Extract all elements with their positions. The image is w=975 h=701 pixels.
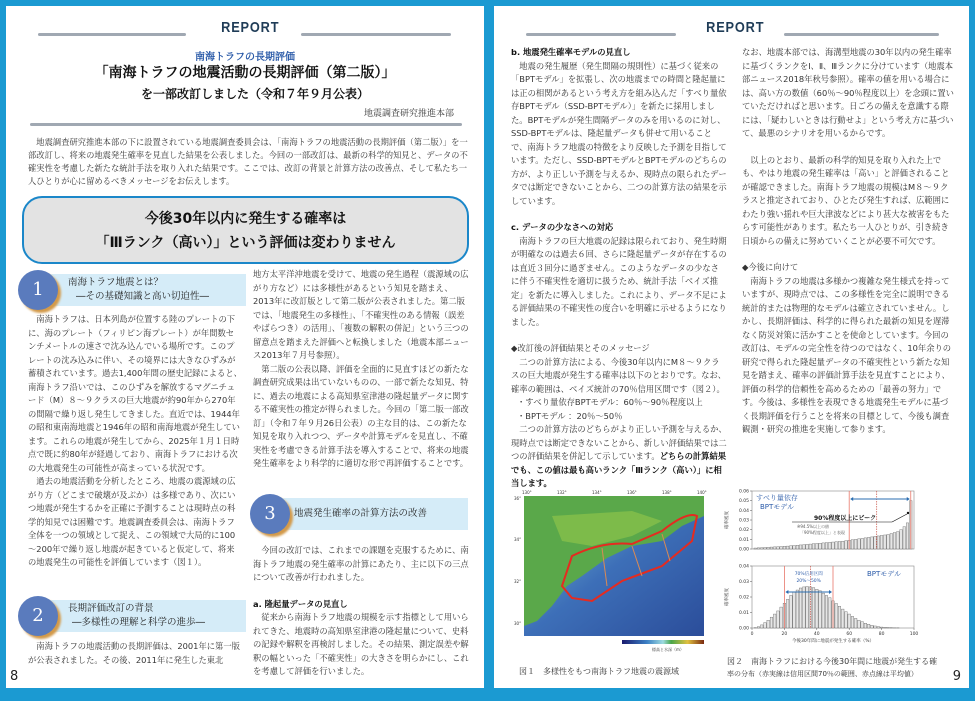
histogram-bar [764,623,767,628]
histogram-bar [854,618,857,628]
right-page-column-1 [511,46,727,491]
lat-tick: 34° [514,537,522,542]
histogram-bar [793,546,796,549]
histogram-bar [770,547,773,549]
histogram-bar [806,544,809,549]
results-text: 二つの計算方法のどちらがより正しい予測を与えるか、現時点では断定できないことから、新しい評価結果では二つの評価結果を併記して示しています。 [511,424,727,461]
histogram-bar [812,588,815,628]
section-3-body [253,544,469,679]
section-2-number: 2 [18,596,58,636]
histogram-bar [767,547,770,549]
histogram-bar [793,592,796,628]
y-tick-label: 0.01 [738,537,749,543]
y-tick-label: 0.00 [738,626,749,632]
histogram-bar [773,547,776,549]
histogram-bar [867,624,870,628]
colorbar-label: 標高と水深（m） [652,647,684,652]
result-bullet-ssd-bpt: ・すべり量依存BPTモデル：60％～90％程度以上 [517,397,703,407]
spacer [511,329,727,342]
spacer [742,248,954,261]
histogram-bar [760,625,763,628]
results-heading: ◆改訂後の評価結果とそのメッセージ [511,343,650,353]
histogram-bar [790,595,793,628]
histogram-bar [822,593,825,628]
histogram-bar [803,545,806,549]
histogram-bar [877,627,880,628]
histogram-bar [832,542,835,549]
histogram-bar [854,539,857,549]
spacer [511,208,727,221]
header-rule-left [38,33,186,36]
histogram-bar [906,523,909,549]
chart-annotation-note: ※94.5%以上の値 [797,524,830,529]
lon-tick: 138° [662,490,672,495]
histogram-bar [796,590,799,628]
lon-tick: 132° [557,490,567,495]
y-tick-label: 0.02 [738,595,749,601]
histogram-bar [825,595,828,628]
histogram-bar [900,530,903,549]
histogram-bar [858,620,861,628]
rank-note-paragraph: なお、地震本部では、海溝型地震の30年以内の発生確率に基づくランクをⅠ、Ⅱ、Ⅲランクに分けています（地震本部ニュース2018年秋号参照）。確率の値を用いる場合には、高い方の数値（60％～90％程度以上）を念頭に置いていただければと思います。日ごろの備えを意識する際には、「疑わしいときは行動せよ」という考え方に基づいて、最悪のシナリオを用いるからです。 [742,47,954,138]
chart-annotation: 20%～50% [796,579,821,584]
histogram-bar [825,543,828,549]
section-1-paragraph-1: 南海トラフは、日本列島が位置する陸のプレートの下に、海のプレート（フィリピン海プレート）が年間数センチメートルの速さで沈み込んでいる場所です。このプレートの沈み込みに伴い、その境界には大きなひずみが蓄積されています。過去1,400年間の歴史記録によると、南海トラフ沿いでは、このひずみを解放するマグニチュード（M）８～９クラスの巨大地震が約90年から270年の間隔で繰り返し発生してきました。直近では、1944年の昭和東南海地震と1946年の昭和南海地震が発生しています。これらの地震が発生してから、2025年１月１日時点で既に約80年が経過しており、南海トラフにおける次の大地震発生の可能性が高まっている状況です。 [28,314,242,473]
future-paragraph: 南海トラフの地震は多様かつ複雑な発生様式を持っていますが、現時点では、この多様性を完全に説明できる統計的または物理的なモデルは確立されていません。しかし、長期評価は、科学的に得られた最新の知見を遅滞なく防災対策に活かすことを使命としています。今回の改訂は、モデルの完全性を待つのではなく、10年余りの研究で得られた隆起量データの不確実性という新たな知見を踏まえ、確率の評価計算手法を見直すことにより、評価の科学的信頼性を高めるための「最善の努力」です。今後は、多様性を表現できる地震発生モデルに基づく長期評価を行うことを将来の目標として、今後も調査観測・研究の推進を実施して参ります。 [742,275,952,434]
lon-tick: 134° [592,490,602,495]
subsection-b-paragraph: 地震の発生履歴（発生間隔の規則性）に基づく従来の「BPTモデル」を拡張し、次の地震までの時間と隆起量には正の相関があるという考え方を組み込んだ「すべり量依存BPTモデル（SSD-BPTモデル）」を新たに採用しました。BPTモデルが発生間隔データのみを用いるのに対し、SSD-BPTモデルは、隆起量データも併せて用いることで、南海トラフ地震の特徴をより反映した予測を目指しています。ただし、SSD-BPTモデルとBPTモデルのどちらの方が、より正しい予測を与えるか、現時点の限られたデータでは断定できないことから、二つの計算方法の結果を示しています。 [511,60,727,206]
histogram-bar [874,626,877,628]
histogram-bar [796,545,799,549]
histogram-bar [767,620,770,628]
histogram-bar [783,546,786,549]
histogram-bar [845,541,848,549]
x-tick-label: 20 [781,632,788,637]
histogram-bar [786,599,789,628]
page-number-right: 9 [952,669,961,684]
histogram-bar [903,527,906,549]
histogram-bar [780,546,783,549]
chart-title: すべり量依存 [756,494,798,502]
histogram-bar [799,545,802,549]
histogram-bar [845,612,848,628]
section-2-paragraph-2: 地方太平洋沖地震を受けて、地震の発生過程（震源域の広がり方など）には多様性があるという知見を踏まえ、2013年に改訂版として第二版が公表されました。第二版では、「地震発生の多様性」、「不確実性のある情報（誤差やばらつき）の活用」、「複数の解釈の併記」という三つの留意点を踏まえた評価へと転換しました（地震本部ニュース2013年７月号参照）。 [253,269,469,360]
article-author: 地震調査研究推進本部 [363,109,454,119]
y-axis-label: 確率密度 [725,511,730,529]
x-tick-label: 60 [846,632,853,637]
histogram-bar [893,533,896,549]
histogram-bar [816,543,819,549]
left-page [6,6,484,688]
results-paragraph: 二つの計算方法による、今後30年以内にM８～９クラスの巨大地震が発生する確率は以下のとおりです。なお、確率の範囲は、ベイズ統計の70％信用区間です（図２）。 [511,356,727,394]
spacer [742,141,954,154]
histogram-bar [838,541,841,549]
histogram-bar [770,617,773,628]
histogram-bar [786,546,789,549]
histogram-bar [760,548,763,549]
lat-tick: 30° [514,621,522,626]
histogram-bar [874,536,877,549]
article-title-line2: を一部改訂しました（令和７年９月公表） [140,87,369,101]
section-2-title [68,602,205,630]
figure-2-caption-line2: 率の分布（赤実線は信用区間70％の範囲、赤点線は平均値） [727,670,918,678]
header-rule-right [784,33,939,36]
x-axis-label: 今後30年間に地震が発生する確率（%） [791,639,875,644]
histogram-bar [812,544,815,549]
histogram-bar [819,543,822,549]
y-tick-label: 0.03 [738,580,749,585]
results-paragraph-2 [511,423,727,491]
histogram-bar [851,540,854,549]
y-axis-label: 確率密度 [725,588,730,606]
y-tick-label: 0.03 [738,518,749,524]
results-emphasis: どちらの計算結果でも、この値は最も高いランク「Ⅲランク（高い）」に相当します。 [511,451,727,488]
chart-annotation-note: 「90%程度以上」と表現 [800,530,845,535]
section-1-paragraph-2: 過去の地震活動を分析したところ、地震の震源域の広がり方（どこまで破壊が及ぶか）は多様であり、次にいつ地震が発生するかを正確に予測することは現時点の科学的知見では困難です。地震調査委員会は、南海トラフ全体を一つの領域として捉え、この領域で大局的に100～200年で繰り返し地震が起きていると仮定して、将来の地震発生の可能性を評価しています（図１）。 [28,476,236,567]
histogram-bar [835,542,838,549]
lon-tick: 130° [522,490,532,495]
histogram-bar [841,609,844,628]
y-tick-label: 0.00 [738,547,749,553]
section-2-body [28,640,242,667]
histogram-bar [877,536,880,549]
y-tick-label: 0.01 [738,611,749,616]
histogram-bar [816,589,819,628]
histogram-bar [780,607,783,628]
histogram-bar [773,614,776,628]
section-3-paragraph-1: 今回の改訂では、これまでの課題を克服するために、南海トラフ地震の発生確率の計算にあたり、主に以下の三点について改善が行われました。 [253,545,469,582]
section-1-title-sub: ―その基礎知識と高い切迫性― [76,291,210,302]
histogram-bar [858,539,861,549]
histogram-bar [819,591,822,628]
callout-line2: 「Ⅲランク（高い）」という評価は変わりません [95,235,396,251]
key-message-callout [22,196,469,264]
lon-tick: 140° [697,490,707,495]
histogram-bar [828,542,831,549]
annotation-point [907,512,909,514]
section-1-title-main: 南海トラフ地震とは？ [68,277,164,288]
subsection-c-heading: c. データの少なさへの対応 [511,222,614,232]
intro-paragraph: 地震調査研究推進本部の下に設置されている地震調査委員会は、「南海トラフの地震活動の長期評価（第二版）」を一部改訂し、将来の地震発生確率を見直した結果を公表しました。今回の一部改訂は、最新の科学的知見と、データの不確実性を考慮した新たな統計手法を取り入れた結果です。ここでは、改訂の背景と計算方法の改善点、そして私たち一人ひとりが心に留めるべきメッセージをお伝えします。 [28,137,468,186]
histogram-bar [835,604,838,628]
histogram-bar [806,586,809,628]
x-tick-label: 80 [878,632,885,637]
histogram-bar [754,548,757,549]
figure-1-caption: 図１ 多様性をもつ南海トラフ地震の震源域 [519,667,679,676]
histogram-bar [887,535,890,550]
chart-title: BPTモデル [867,570,901,578]
page-number-left: 8 [10,669,19,684]
section-1-title [68,276,209,304]
subsection-b-heading: b. 地震発生確率モデルの見直し [511,47,631,57]
histogram-bar [828,598,831,628]
x-tick-label: 0 [750,632,754,637]
section-2-title-sub: ―多様性の理解と科学の進歩― [72,617,206,628]
histogram-bar [822,543,825,549]
chart-title: BPTモデル [760,503,794,511]
histogram-bar [861,538,864,549]
header-rule-right [301,33,451,36]
histogram-bar [777,547,780,549]
figure-2-caption [727,656,957,680]
y-tick-label: 0.05 [738,499,749,505]
histogram-bar [880,535,883,549]
histogram-bar [867,537,870,549]
histogram-bar [871,625,874,628]
report-label: REPORT [221,19,280,36]
x-tick-label: 40 [813,632,820,637]
right-page-column-2 [742,46,954,437]
article-title: 「南海トラフの地震活動の長期評価（第二版）」 [94,65,396,81]
lat-tick: 36° [514,496,522,501]
histogram-bar [864,538,867,549]
histogram-bar [864,623,867,628]
chart-annotation: 90%程度以上にピーク [814,515,877,522]
section-2-paragraph-1: 南海トラフの地震活動の長期評価は、2001年に第一版が公表されました。その後、2011年に発生した東北 [28,641,240,665]
conclusion-paragraph: 以上のとおり、最新の科学的知見を取り入れた上でも、やはり地震の発生確率は「高い」と評価されることが確認できました。南海トラフ地震の規模はM８～９クラスと推定されており、ひとたび発生すれば、広範囲にわたり強い揺れや巨大津波などにより甚大な被害をもたらす可能性があります。私たち一人ひとりが、引き続き日頃からの備えに努めていくことが必要不可欠です。 [742,154,950,246]
histogram-bar [861,622,864,628]
histogram-bar [757,627,760,628]
future-heading: ◆今後に向けて [742,262,799,272]
histogram-bar [841,541,844,549]
histogram-bar [757,548,760,549]
histogram-bar [884,535,887,549]
figure-1-map [512,486,727,656]
histogram-bar [897,532,900,549]
right-column [253,268,469,471]
result-bullet-bpt: ・BPTモデル ：20％～50％ [517,410,623,421]
histogram-bar [809,544,812,549]
histogram-bar [777,611,780,628]
figure-2-caption-line1: 図２ 南海トラフにおける今後30年間に地震が発生する確 [727,657,938,666]
subsection-a-heading: a. 隆起量データの見直し [253,598,348,609]
subsection-a-paragraph: 従来から南海トラフ地震の規模を示す指標として用いられてきた、地震時の高知県室津港の隆起量について、史料の記録や解釈を再検討しました。その結果、測定誤差や解釈の幅といった「不確実性」の大きさを明らかにし、これを考慮して評価を行いました。 [253,612,469,676]
header-rule-left [526,33,676,36]
histogram-bar [764,547,767,549]
section-2-title-main: 長期評価改訂の背景 [68,603,154,614]
colorbar [622,640,704,644]
x-tick-label: 100 [909,632,919,637]
title-divider [30,123,462,126]
section-3-number: 3 [250,494,290,534]
histogram-bar [884,627,887,628]
left-column [28,313,242,570]
histogram-bar [880,627,883,628]
histogram-bar [848,614,851,628]
y-tick-label: 0.06 [738,489,749,495]
subsection-c-paragraph: 南海トラフの巨大地震の記録は限られており、発生時期が明確なのは過去６回、さらに隆起量データが存在するのは直近３回分に過ぎません。このようなデータの少なさに伴う不確実性を適切に扱うため、統計手法「ベイズ推定」を新たに導入しました。これにより、データ不足による評価結果の不確実性の度合いを明確に示せるようになりました。 [511,235,727,327]
histogram-bar [890,534,893,549]
report-label: REPORT [706,19,765,36]
section-3-title: 地震発生確率の計算方法の改善 [294,508,428,519]
chart-annotation: 70%信用区間 [794,572,823,577]
figure-2-charts [722,486,922,656]
histogram-bar [838,606,841,628]
histogram-bar [803,587,806,628]
histogram-bar [799,588,802,628]
spacer [253,585,469,598]
section-2-paragraph-3: 第二版の公表以降、評価を全面的に見直すほどの新たな調査研究成果は出ていないものの、一部で新たな知見、特に、過去の地震による高知県室津港の隆起量データに関する不確実性の推定が得られました。今回の「第二版一部改訂」（令和７年９月26日公表）の主な目的は、この新たな知見を取り入れつつ、データや計算モデルを見直し、不確実性を考慮できる計算手法を導入することで、将来の地震発生確率をより科学的に適切な形で再評価することです。 [253,363,469,468]
article-subtitle: 南海トラフの長期評価 [195,52,295,63]
right-page [494,6,969,688]
y-tick-label: 0.04 [738,564,749,570]
y-tick-label: 0.04 [738,508,749,514]
callout-line1: 今後30年以内に発生する確率は [144,211,347,227]
histogram-bar [790,546,793,549]
lat-tick: 32° [514,579,522,584]
histogram-bar [871,537,874,549]
section-1-number: 1 [18,270,58,310]
y-tick-label: 0.02 [738,528,749,534]
lon-tick: 136° [627,490,637,495]
histogram-bar [851,616,854,628]
